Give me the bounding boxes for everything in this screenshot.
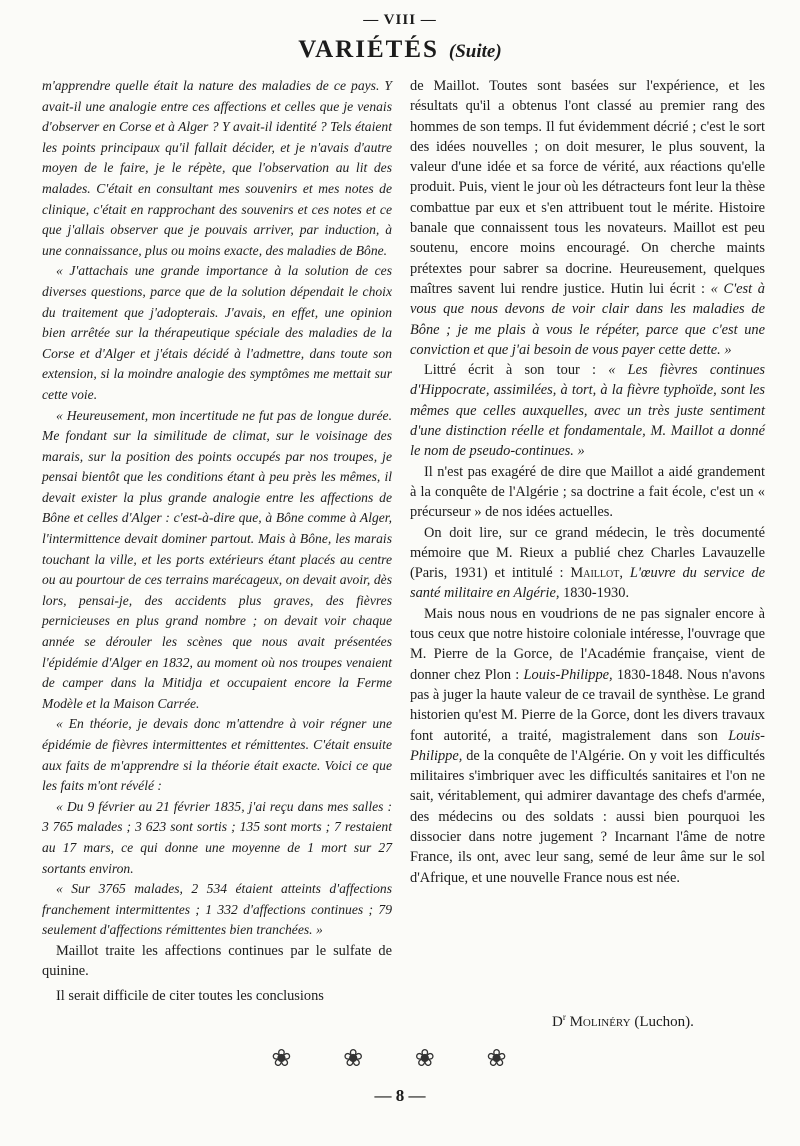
- littre-quote: « Les fièvres continues d'Hippocrate, assimilées, à tort, à la fièvre typhoïde, sont les mêmes que celles auxquelles, avec un très juste sentiment d'une distinction réelle et fondamentale, M. Maillot a donné le nom de pseudo-continues. »: [410, 362, 765, 460]
- left-paragraph-7: Maillot traite les affections continues par le sulfate de quinine.: [42, 942, 392, 980]
- rieux-title: L'œuvre du service de santé militaire en Algérie,: [410, 565, 765, 602]
- page-number-roman: — VIII —: [363, 12, 437, 28]
- right-paragraph-3: Il n'est pas exagéré de dire que Maillot a aidé grandement à la conquête de l'Algérie ; sa doctrine a fait école, c'est un « précurseur » de nos idées actuelles.: [410, 463, 765, 521]
- left-paragraph-4: « En théorie, je devais donc m'attendre à voir régner une épidémie de fièvres intermittentes et rémittentes. C'était ensuite aux faits de m'apprendre si la théorie était exacte. Voici ce que les faits m'ont révélé :: [42, 716, 392, 794]
- littre-lead: Littré écrit à son tour :: [424, 362, 597, 379]
- signature-title: D: [552, 1014, 563, 1030]
- decorative-ornaments: ❀ ❀ ❀ ❀: [271, 1044, 529, 1072]
- right-paragraph-2: [410, 360, 765, 461]
- section-title: [0, 36, 800, 64]
- rieux-dates: 1830-1930.: [563, 585, 630, 602]
- left-paragraph-5: « Du 9 février au 21 février 1835, j'ai reçu dans mes salles : 3 765 malades ; 3 623 sont sortis ; 135 sont morts ; 7 restaient au 17 mars, ce qui donne une moyenne de 1 mort sur 27 sortants environ.: [42, 798, 392, 876]
- right-column: [410, 76, 765, 888]
- rieux-author: Maillot,: [570, 565, 623, 582]
- left-paragraph-3: « Heureusement, mon incertitude ne fut pas de longue durée. Me fondant sur la similitude de climat, sur le voisinage des marais, sur la position des points occupés par nos troupes, je pensai bientôt que les conditions étant à peu près les mêmes, il devait exister la plus grande analogie entre les affections de Bône et celles d'Alger : c'est-à-dire que, à Bône comme à Alger, l'intermittence devait dominer partout. Mais à Bône, les marais touchant la ville, et les ports extérieurs étant placés au centre ou au pourtour de ces terrains marécageux, on devait avoir, dès lors, pensai-je, des accidents plus graves, des fièvres pernicieuses en plus grand nombre ; on devait voir chaque année se dérouler les scènes que nous avait présentées l'épidémie d'Alger en 1832, au moment où nos troupes venaient de camper dans la Mitidja et occupaient encore la Ferme Modèle et la Maison Carrée.: [42, 407, 392, 711]
- page-number: — 8 —: [374, 1086, 426, 1105]
- left-paragraph-6: « Sur 3765 malades, 2 534 étaient atteints d'affections franchement intermittentes ; 1 332 d'affections continues ; 79 seulement d'affections rémittentes bien tranchées. »: [42, 881, 392, 938]
- gorce-text-c: de la conquête de l'Algérie. On y voit les difficultés militaires s'imbriquer avec les difficultés sanitaires et l'on ne sait, véritablement, qui admirer davantage des chefs d'armée, des médecins ou des soldats : aussi bien pourquoi les dissocier dans notre jugement ? Incarnant l'âme de notre France, ils ont, avec leur sang, semé de leur âme sur le sol d'Afrique, et une nouvelle France nous est née.: [410, 747, 765, 886]
- gorce-text-a: Mais nous nous en voudrions de ne pas signaler encore à tous ceux que notre histoire coloniale intéresse, l'ouvrage que M. Pierre de la Gorce, de l'Académie française, vient de donner chez Plon :: [410, 605, 765, 683]
- gorce-book: Louis-Philippe,: [523, 666, 613, 683]
- right-paragraph-5: [410, 604, 765, 888]
- signature-title-sup: r: [562, 1012, 566, 1022]
- gorce-book-2: Louis-Philippe,: [410, 727, 765, 764]
- hutin-quote: « C'est à vous que nous devons de voir clair dans les maladies de Bône ; je me plais à vous le répéter, parce que c'est une conviction et que j'ai besoin de vous payer cette dette. »: [410, 280, 765, 358]
- left-paragraph-2: « J'attachais une grande importance à la solution de ces diverses questions, parce que de la solution dépendait le choix du traitement que j'adopterais. J'avais, en effet, une opinion bien arrêtée sur la thérapeutique spéciale des maladies de la Corse et d'Alger et j'étais décidé à l'admettre, dans toute son extension, si la moindre analogie des symptômes me mettait sur cette voie.: [42, 263, 392, 402]
- signature-name: Molinéry: [569, 1014, 631, 1030]
- gorce-text-b: 1830-1848. Nous n'avons pas à juger la haute valeur de ce travail de synthèse. Le grand historien qu'est M. Pierre de la Gorce, dont les divers travaux font autorité, a traité, magistralement dans son: [410, 666, 765, 744]
- right-p1-text: de Maillot. Toutes sont basées sur l'expérience, et les résultats qu'il a obtenus l'ont classé au premier rang des hommes de son temps. Il fut évidemment décrié ; c'est le sort des idées nouvelles ; on doit mesurer, le plus souvent, la valeur d'une idée et sa force de vérité, aux réactions qu'elle produit. Puis, vient le jour où les détracteurs font leur la thèse combattue par eux et s'en attribuent tout le mérite. Histoire banale que connaissent tous les novateurs. Maillot est peu soutenu, encore moins encouragé. On cherche maints prétextes pour sabrer sa docrine. Heureusement, quelques maîtres savent lui rendre justice. Hutin lui écrit :: [410, 78, 765, 297]
- rieux-text: On doit lire, sur ce grand médecin, le très documenté mémoire que M. Rieux a publié chez Charles Lavauzelle (Paris, 1931) et intitulé :: [410, 524, 765, 582]
- title-main: VARIÉTÉS: [298, 36, 439, 63]
- signature-place: (Luchon).: [634, 1014, 694, 1030]
- right-paragraph-4: [410, 523, 765, 604]
- left-column: [42, 76, 392, 1006]
- left-paragraph-8: Il serait difficile de citer toutes les conclusions: [56, 987, 324, 1004]
- left-paragraph-1: m'apprendre quelle était la nature des maladies de ce pays. Y avait-il une analogie entre ces affections et celles que je venais d'observer en Corse et à Alger ? Y avait-il identité ? Tels étaient les points principaux qu'il fallait décider, et je n'avais d'autre moyen de le faire, je le répète, que l'observation au lit des malades. C'était en consultant mes souvenirs et mes notes de clinique, c'était en rapprochant des souvenirs et ces notes et ce que j'allais observer que je pouvais arriver, par induction, à une connaissance, plus ou moins exacte, des maladies de Bône.: [42, 78, 392, 258]
- right-paragraph-1: [410, 76, 765, 360]
- title-sub: (Suite): [448, 41, 502, 62]
- signature: [552, 1012, 772, 1031]
